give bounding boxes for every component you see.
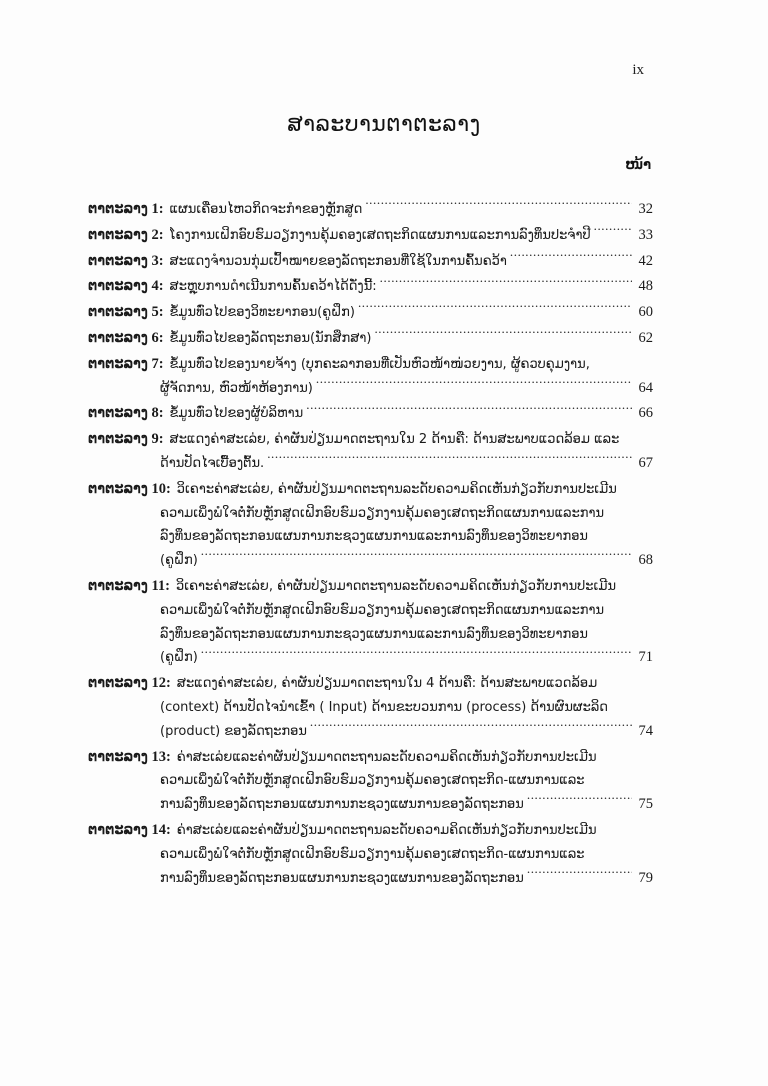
entry-label: ຕາຕະລາງ 2: — [88, 226, 164, 243]
entry-label: ຕາຕະລາງ 4: — [88, 278, 164, 295]
entry-label: ຕາຕະລາງ 5: — [88, 304, 164, 321]
entry-page-number: 62 — [638, 329, 653, 346]
toc-entry[interactable] — [88, 819, 653, 890]
list-of-tables — [88, 198, 653, 892]
entry-title: ໂຄງການເຝິກອົບຮົມວຽກງານຄຸ້ມຄອງເສດຖະກິດແຜນການແລະການລົງທຶນປະຈຳປີ — [169, 227, 591, 243]
entry-title-continued: (product) ຂອງລັດຖະກອນ — [160, 723, 307, 739]
entry-label: ຕາຕະລາງ 13: — [88, 748, 171, 765]
dot-leader — [358, 303, 632, 316]
dot-leader — [380, 277, 632, 290]
entry-title: ວິເຄາະຄ່າສະເລ່ຍ, ຄ່າຜັນປ່ຽນມາດຕະຖານລະດັບຄວາມຄິດເຫັນກ່ຽວກັບການປະເມີນ — [175, 578, 617, 594]
page-title: ສາລະບານຕາຕະລາງ — [287, 112, 481, 137]
entry-page-number: 66 — [638, 405, 653, 422]
entry-page-number: 33 — [638, 226, 653, 243]
page-column-header: ໜ້າ — [625, 158, 651, 173]
entry-title: ຄ່າສະເລ່ຍແລະຄ່າຜັນປ່ຽນມາດຕະຖານລະດັບຄວາມຄິດເຫັນກ່ຽວກັບການປະເມີນ — [176, 749, 597, 765]
toc-entry[interactable] — [88, 224, 653, 248]
entry-title-continued: ຜູ້ຈັດການ, ຫົວໜ້າຫ້ອງການ) — [160, 380, 313, 396]
entry-page-number: 67 — [638, 454, 653, 471]
page-number: ix — [632, 62, 644, 78]
entry-page-number: 74 — [638, 722, 653, 739]
entry-title: ສະແດງຈຳນວນກຸ່ມເປົ້າໝາຍຂອງລັດຖະກອນທີ່ໃຊ້ໃນການຄົ້ນຄວ້າ — [169, 253, 507, 269]
dot-leader — [316, 379, 632, 392]
toc-entry[interactable] — [88, 327, 653, 351]
dot-leader — [374, 329, 632, 342]
entry-title-continued: ຄວາມເພິ່ງພໍໃຈຕໍ່ກັບຫຼັກສູດເຝິກອົບຮົມວຽກງານຄຸ້ມຄອງເສດຖະກິດແຜນການແລະການ — [160, 602, 605, 618]
entry-label: ຕາຕະລາງ 3: — [88, 252, 164, 269]
dot-leader — [267, 454, 632, 467]
entry-page-number: 32 — [638, 201, 653, 217]
entry-page-number: 60 — [638, 304, 653, 321]
toc-entry[interactable] — [88, 428, 653, 476]
entry-label: ຕາຕະລາງ 6: — [88, 329, 164, 346]
entry-title: ຄ່າສະເລ່ຍແລະຄ່າຜັນປ່ຽນມາດຕະຖານລະດັບຄວາມຄິດເຫັນກ່ຽວກັບການປະເມີນ — [176, 822, 597, 838]
dot-leader — [365, 200, 632, 213]
entry-title-continued: ລົງທຶນຂອງລັດຖະກອນແຜນການກະຊວງແຜນການແລະການລົງທຶນຂອງວິທະຍາກອນ — [160, 529, 588, 545]
entry-page-number: 79 — [638, 869, 653, 886]
entry-label: ຕາຕະລາງ 12: — [88, 675, 171, 692]
dot-leader — [527, 869, 632, 882]
dot-leader — [201, 551, 632, 564]
entry-title-continued: ການລົງທຶນຂອງລັດຖະກອນແຜນການກະຊວງແຜນການຂອງລັດຖະກອນ — [160, 797, 524, 813]
entry-title-continued: ການລົງທຶນຂອງລັດຖະກອນແຜນການກະຊວງແຜນການຂອງລັດຖະກອນ — [160, 870, 524, 886]
entry-title: ແຜນເຄື່ອນໄຫວກິດຈະກຳຂອງຫຼັກສູດ — [169, 202, 363, 217]
entry-page-number: 75 — [638, 796, 653, 813]
entry-page-number: 48 — [638, 278, 653, 295]
toc-entry[interactable] — [88, 575, 653, 670]
toc-entry[interactable] — [88, 402, 653, 426]
dot-leader — [594, 226, 632, 239]
entry-page-number: 71 — [638, 649, 653, 666]
entry-title-continued: ດ້ານປັດໄຈເບື້ອງຕົ້ນ. — [160, 455, 265, 471]
dot-leader — [201, 648, 632, 661]
entry-title-continued: (context) ດ້ານປັດໄຈນຳເຂົ້າ ( Input) ດ້ານຂະບວນການ (process) ດ້ານຜົນຜະລິດ — [160, 699, 608, 715]
dot-leader — [527, 795, 632, 808]
entry-title-continued: ລົງທຶນຂອງລັດຖະກອນແຜນການກະຊວງແຜນການແລະການລົງທຶນຂອງວິທະຍາກອນ — [160, 626, 588, 642]
entry-page-number: 42 — [638, 252, 653, 269]
dot-leader — [310, 722, 632, 735]
toc-entry[interactable] — [88, 672, 653, 743]
dot-leader — [510, 252, 632, 265]
entry-title-continued: (ຄູຝຶກ) — [160, 553, 198, 569]
entry-title: ຂໍ້ມູນທົ່ວໄປຂອງລັດຖະກອນ(ນັກສຶກສາ) — [169, 330, 372, 346]
toc-entry[interactable] — [88, 275, 653, 299]
dot-leader — [306, 404, 632, 417]
entry-title: ສະຫຼຸບການດຳເນີນການຄົ້ນຄວ້າໄດ້ດັ່ງນີ້: — [169, 279, 377, 295]
entry-title: ສະແດງຄ່າສະເລ່ຍ, ຄ່າຜັນປ່ຽນມາດຕະຖານໃນ 4 ດ້ານຄື: ດ້ານສະພາບແວດລ້ອມ — [176, 676, 598, 692]
toc-entry[interactable] — [88, 250, 653, 274]
entry-label: ຕາຕະລາງ 8: — [88, 405, 164, 422]
entry-title-continued: ຄວາມເພິ່ງພໍໃຈຕໍ່ກັບຫຼັກສູດເຝິກອົບຮົມວຽກງານຄຸ້ມຄອງເສດຖະກິດແຜນການແລະການ — [160, 505, 605, 521]
entry-label: ຕາຕະລາງ 7: — [88, 355, 164, 372]
entry-page-number: 68 — [638, 552, 653, 569]
entry-title: ຂໍ້ມູນທົ່ວໄປຂອງຜູ້ບໍລິຫານ — [169, 406, 304, 422]
entry-title-continued: (ຄູຝຶກ) — [160, 650, 198, 666]
toc-entry[interactable] — [88, 353, 653, 401]
entry-title: ຂໍ້ມູນທົ່ວໄປຂອງວິທະຍາກອນ(ຄູຝຶກ) — [169, 305, 355, 321]
entry-label: ຕາຕະລາງ 1: — [88, 201, 164, 217]
entry-page-number: 64 — [638, 379, 653, 396]
entry-title-continued: ຄວາມເພິ່ງພໍໃຈຕໍ່ກັບຫຼັກສູດເຝິກອົບຮົມວຽກງານຄຸ້ມຄອງເສດຖະກິດ-ແຜນການແລະ — [160, 846, 585, 862]
entry-title-continued: ຄວາມເພິ່ງພໍໃຈຕໍ່ກັບຫຼັກສູດເຝິກອົບຮົມວຽກງານຄຸ້ມຄອງເສດຖະກິດ-ແຜນການແລະ — [160, 773, 585, 789]
entry-label: ຕາຕະລາງ 10: — [88, 480, 171, 497]
toc-entry[interactable] — [88, 301, 653, 325]
entry-title: ຂໍ້ມູນທົ່ວໄປຂອງນາຍຈ້າງ (ບຸກຄະລາກອນທີ່ເປັນຫົວໜ້າໜ່ວຍງານ, ຜູ້ຄວບຄຸມງານ, — [169, 356, 590, 372]
toc-entry[interactable] — [88, 198, 653, 222]
toc-entry[interactable] — [88, 478, 653, 573]
entry-title: ວິເຄາະຄ່າສະເລ່ຍ, ຄ່າຜັນປ່ຽນມາດຕະຖານລະດັບຄວາມຄິດເຫັນກ່ຽວກັບການປະເມີນ — [176, 481, 617, 497]
entry-title: ສະແດງຄ່າສະເລ່ຍ, ຄ່າຜັນປ່ຽນມາດຕະຖານໃນ 2 ດ້ານຄື: ດ້ານສະພາບແວດລ້ອມ ແລະ — [169, 432, 620, 448]
entry-label: ຕາຕະລາງ 9: — [88, 431, 164, 448]
toc-entry[interactable] — [88, 746, 653, 817]
entry-label: ຕາຕະລາງ 14: — [88, 821, 171, 838]
entry-label: ຕາຕະລາງ 11: — [88, 577, 170, 594]
